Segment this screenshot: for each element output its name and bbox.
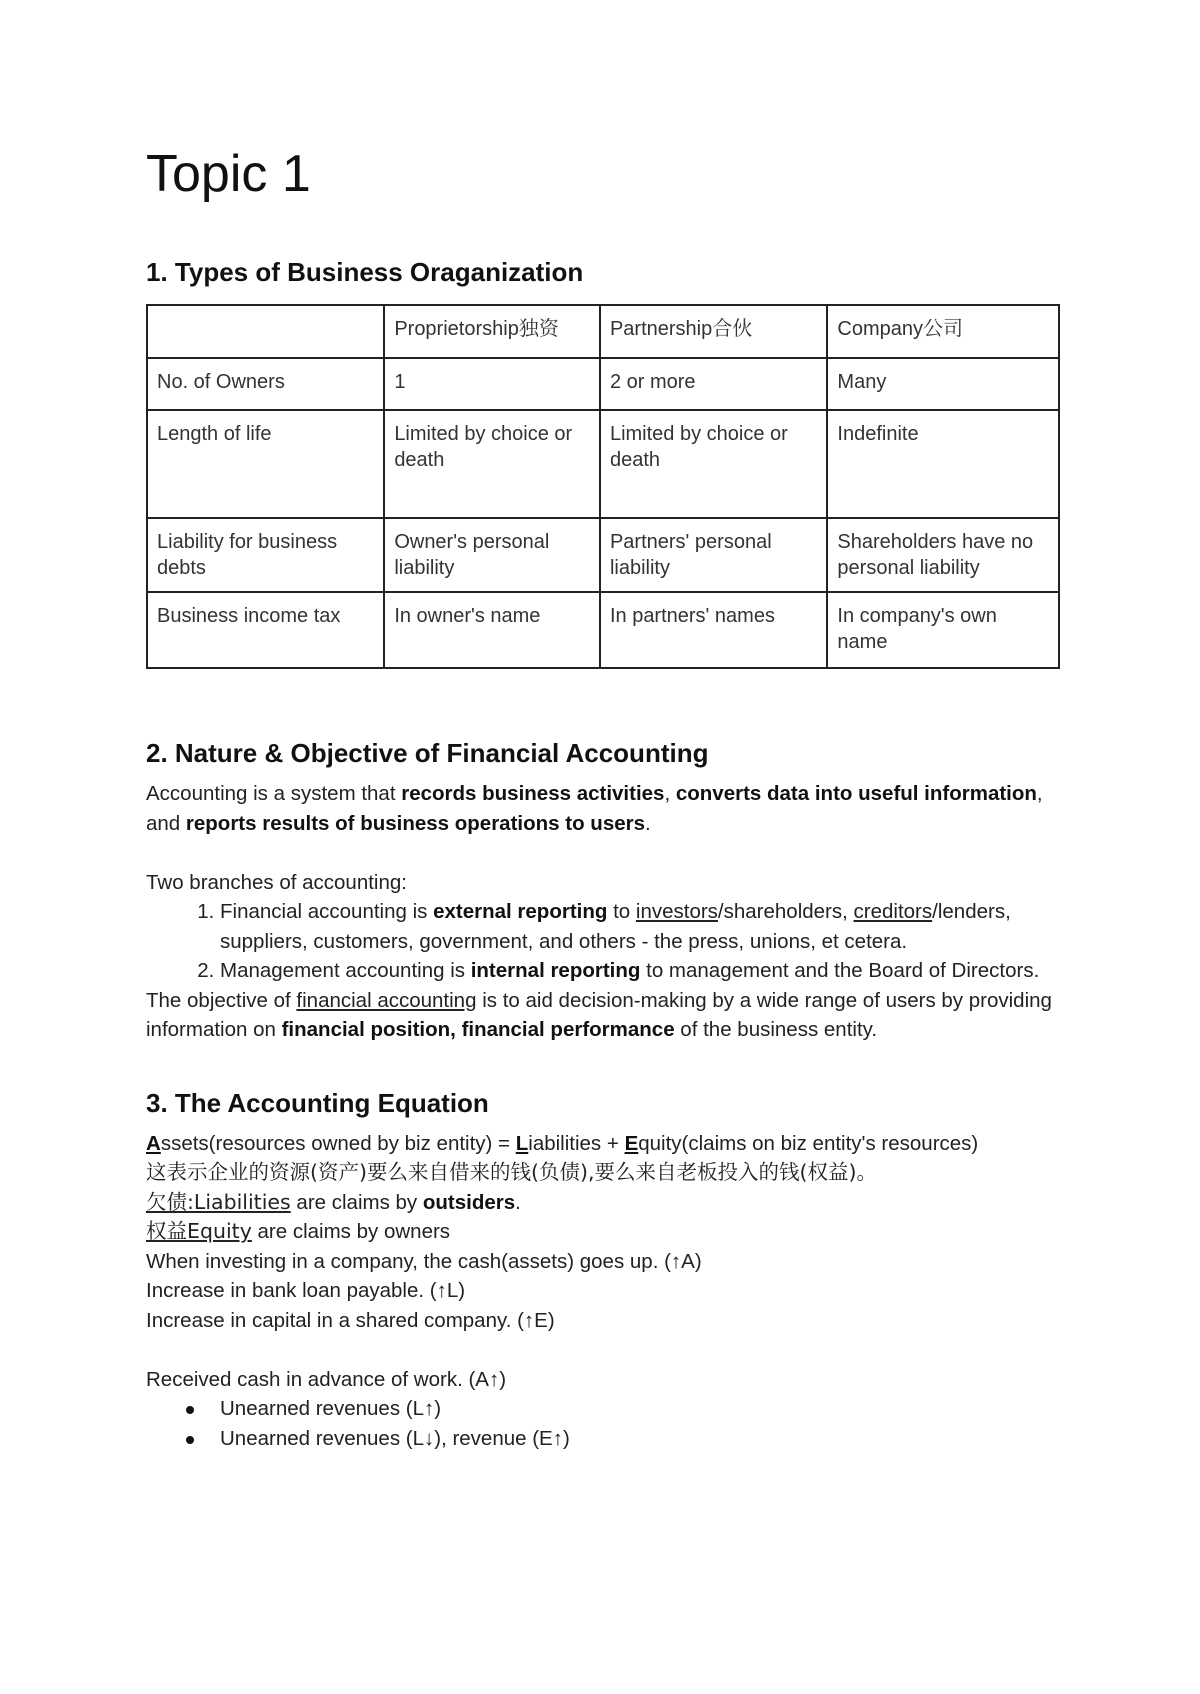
table-cell: Length of life bbox=[147, 410, 384, 518]
table-cell: Shareholders have no personal liability bbox=[827, 518, 1059, 592]
table-header-cell bbox=[147, 305, 384, 358]
table-cell: Owner's personal liability bbox=[384, 518, 600, 592]
table-header-cell: Partnership合伙 bbox=[600, 305, 827, 358]
underlined-text: 权益Equity bbox=[146, 1219, 252, 1243]
bold-text: external reporting bbox=[433, 900, 608, 923]
section-heading-business-types: 1. Types of Business Oraganization bbox=[146, 257, 584, 287]
bullet-list bbox=[146, 1394, 1061, 1453]
equation-line bbox=[146, 1129, 1061, 1159]
branches-list bbox=[146, 897, 1061, 986]
table-cell: Limited by choice or death bbox=[384, 410, 600, 518]
bullet-text: Unearned revenues (L↑) bbox=[220, 1397, 442, 1420]
list-item bbox=[220, 956, 1061, 986]
text-run: quity(claims on biz entity's resources) bbox=[638, 1131, 979, 1155]
equation-letter-e: E bbox=[624, 1131, 639, 1155]
text-run: are claims by owners bbox=[251, 1220, 451, 1243]
text-run: . bbox=[645, 811, 651, 835]
table-cell: In partners' names bbox=[600, 592, 827, 668]
table-cell: Liability for business debts bbox=[147, 518, 384, 592]
table-row bbox=[147, 518, 1059, 592]
example-line: Increase in capital in a shared company. (↑E) bbox=[146, 1308, 555, 1332]
text-run: , and bbox=[146, 782, 1043, 835]
text-run: /shareholders, bbox=[717, 900, 854, 923]
bold-text: internal reporting bbox=[470, 959, 641, 982]
accounting-definition-paragraph bbox=[146, 779, 1061, 838]
equation-letter-a: A bbox=[146, 1131, 161, 1155]
table-cell: Indefinite bbox=[827, 410, 1059, 518]
table-cell: Partners' personal liability bbox=[600, 518, 827, 592]
section-heading-accounting-equation: 3. The Accounting Equation bbox=[146, 1087, 489, 1118]
objective-paragraph bbox=[146, 986, 1061, 1045]
branches-label: Two branches of accounting: bbox=[146, 870, 407, 894]
equity-line bbox=[146, 1217, 1061, 1247]
bullet-icon bbox=[186, 1436, 194, 1444]
list-item bbox=[220, 897, 1061, 956]
section-heading-financial-accounting: 2. Nature & Objective of Financial Accounting bbox=[146, 738, 709, 768]
page-title: Topic 1 bbox=[146, 145, 311, 203]
text-run: to bbox=[607, 900, 636, 923]
text-run: Financial accounting is bbox=[220, 900, 434, 923]
text-run: are claims by bbox=[290, 1190, 423, 1214]
table-cell: Limited by choice or death bbox=[600, 410, 827, 518]
underlined-text: creditors bbox=[853, 900, 933, 923]
equation-letter-l: L bbox=[515, 1131, 529, 1155]
bold-text: converts data into useful information bbox=[675, 782, 1037, 805]
text-run: iabilities + bbox=[528, 1131, 625, 1155]
text-run: of the business entity. bbox=[674, 1018, 878, 1041]
list-item bbox=[220, 1424, 1061, 1454]
text-run: . bbox=[515, 1190, 521, 1214]
underlined-text: financial accounting bbox=[296, 988, 477, 1012]
text-run: is to aid decision-making by a wide range of users by providing information on bbox=[146, 988, 1052, 1041]
table-header-cell: Company公司 bbox=[827, 305, 1059, 358]
table-row bbox=[147, 358, 1059, 410]
text-run: /lenders, suppliers, customers, government, and others - the press, unions, et cetera. bbox=[220, 900, 1011, 953]
table-cell: Business income tax bbox=[147, 592, 384, 668]
text-run: , bbox=[664, 782, 676, 805]
table-cell: No. of Owners bbox=[147, 358, 384, 410]
table-header-row bbox=[147, 305, 1059, 358]
table-cell: In company's own name bbox=[827, 592, 1059, 668]
document-page bbox=[146, 138, 1061, 1453]
business-organization-table bbox=[146, 304, 1060, 669]
bold-text: outsiders bbox=[422, 1190, 516, 1214]
bold-text: reports results of business operations to users bbox=[185, 811, 645, 835]
text-run: Accounting is a system that bbox=[146, 782, 402, 805]
underlined-text: investors bbox=[635, 900, 718, 923]
text-run: ssets(resources owned by biz entity) = bbox=[160, 1131, 516, 1155]
table-header-cell: Proprietorship独资 bbox=[384, 305, 600, 358]
text-run: to management and the Board of Directors. bbox=[640, 959, 1040, 982]
bullet-text: Unearned revenues (L↓), revenue (E↑) bbox=[220, 1426, 570, 1450]
table-row bbox=[147, 410, 1059, 518]
underlined-text: 欠债:Liabilities bbox=[146, 1189, 291, 1214]
liabilities-line bbox=[146, 1188, 1061, 1218]
table-cell: In owner's name bbox=[384, 592, 600, 668]
bullet-icon bbox=[186, 1406, 194, 1414]
table-row bbox=[147, 592, 1059, 668]
received-cash-line: Received cash in advance of work. (A↑) bbox=[146, 1367, 507, 1391]
list-item bbox=[220, 1394, 1061, 1424]
example-line: Increase in bank loan payable. (↑L) bbox=[146, 1279, 466, 1302]
example-line: When investing in a company, the cash(assets) goes up. (↑A) bbox=[146, 1249, 702, 1273]
table-cell: Many bbox=[827, 358, 1059, 410]
bold-text: records business activities bbox=[401, 782, 665, 805]
text-run: The objective of bbox=[146, 988, 297, 1012]
table-cell: 2 or more bbox=[600, 358, 827, 410]
table-cell: 1 bbox=[384, 358, 600, 410]
text-run: Management accounting is bbox=[220, 959, 471, 982]
bold-text: financial position, financial performance bbox=[281, 1018, 675, 1041]
chinese-explanation: 这表示企业的资源(资产)要么来自借来的钱(负债),要么来自老板投入的钱(权益)。 bbox=[146, 1160, 878, 1184]
